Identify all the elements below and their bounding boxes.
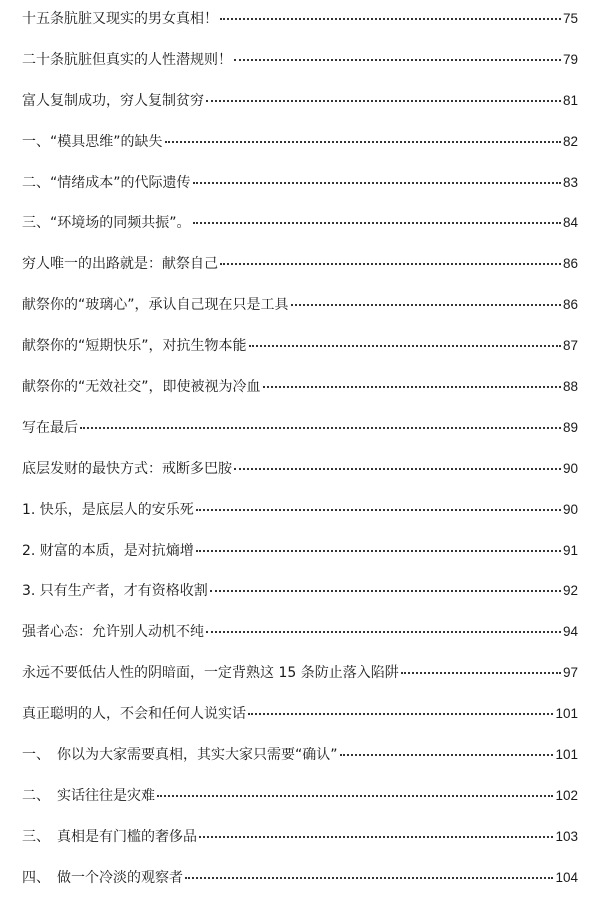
toc-entry-title: 献祭你的“玻璃心”，承认自己现在只是工具 bbox=[22, 297, 289, 314]
toc-entry-title: 底层发财的最快方式：戒断多巴胺 bbox=[22, 460, 232, 477]
dot-leader bbox=[206, 630, 561, 633]
toc-entry-title: 献祭你的“无效社交”，即使被视为冷血 bbox=[22, 379, 261, 396]
dot-leader bbox=[401, 671, 561, 674]
toc-entry-title: 强者心态：允许别人动机不纯 bbox=[22, 624, 204, 641]
dot-leader bbox=[165, 140, 561, 143]
toc-entry[interactable] bbox=[22, 90, 578, 131]
toc-entry-page: 81 bbox=[562, 92, 578, 108]
toc-entry[interactable] bbox=[22, 744, 578, 785]
toc-entry-page: 89 bbox=[562, 419, 578, 435]
toc-entry-page: 94 bbox=[562, 624, 578, 640]
toc-entry[interactable] bbox=[22, 621, 578, 662]
toc-entry[interactable] bbox=[22, 49, 578, 90]
toc-entry-page: 88 bbox=[562, 379, 578, 395]
toc-entry-title: 真正聪明的人，不会和任何人说实话 bbox=[22, 706, 246, 723]
dot-leader bbox=[234, 467, 561, 470]
toc-entry[interactable] bbox=[22, 376, 578, 417]
toc-entry[interactable] bbox=[22, 335, 578, 376]
toc-entry-page: 86 bbox=[562, 256, 578, 272]
toc-entry-title: 献祭你的“短期快乐”，对抗生物本能 bbox=[22, 338, 247, 355]
toc-entry-page: 104 bbox=[555, 869, 578, 885]
dot-leader bbox=[220, 262, 561, 265]
toc-entry-page: 83 bbox=[562, 174, 578, 190]
dot-leader bbox=[291, 303, 561, 306]
toc-entry-page: 79 bbox=[562, 51, 578, 67]
toc-entry-title: 十五条肮脏又现实的男女真相！ bbox=[22, 11, 218, 27]
toc-entry-title: 2. 财富的本质，是对抗熵增 bbox=[22, 542, 194, 559]
toc-entry-title: 四、 做一个冷淡的观察者 bbox=[22, 869, 183, 886]
toc-entry-title: 富人复制成功，穷人复制贫穷 bbox=[22, 92, 204, 109]
dot-leader bbox=[80, 426, 561, 429]
toc-entry[interactable] bbox=[22, 8, 578, 49]
dot-leader bbox=[234, 58, 561, 61]
toc-entry[interactable] bbox=[22, 867, 578, 908]
toc-entry[interactable] bbox=[22, 172, 578, 213]
toc-entry-page: 90 bbox=[562, 460, 578, 476]
dot-leader bbox=[193, 221, 561, 224]
dot-leader bbox=[196, 508, 561, 511]
toc-entry[interactable] bbox=[22, 294, 578, 335]
toc-entry-page: 87 bbox=[562, 338, 578, 354]
toc-entry[interactable] bbox=[22, 417, 578, 458]
toc-entry-title: 一、 你以为大家需要真相，其实大家只需要“确认” bbox=[22, 747, 338, 764]
toc-entry-page: 90 bbox=[562, 501, 578, 517]
toc-entry-page: 102 bbox=[555, 787, 578, 803]
toc-entry-page: 92 bbox=[562, 583, 578, 599]
toc-entry-page: 101 bbox=[555, 747, 578, 763]
dot-leader bbox=[220, 17, 561, 20]
dot-leader bbox=[248, 712, 553, 715]
toc-entry-title: 写在最后 bbox=[22, 419, 78, 436]
toc-entry-title: 三、“环境场的同频共振”。 bbox=[22, 215, 191, 232]
toc-entry-page: 97 bbox=[562, 665, 578, 681]
toc-entry-page: 91 bbox=[562, 542, 578, 558]
toc-entry-title: 穷人唯一的出路就是：献祭自己 bbox=[22, 256, 218, 273]
toc-entry[interactable] bbox=[22, 458, 578, 499]
toc-entry-page: 84 bbox=[562, 215, 578, 231]
toc-entry[interactable] bbox=[22, 703, 578, 744]
toc-entry[interactable] bbox=[22, 499, 578, 540]
toc-entry-title: 二十条肮脏但真实的人性潜规则！ bbox=[22, 51, 232, 68]
dot-leader bbox=[193, 181, 561, 184]
toc-entry[interactable] bbox=[22, 580, 578, 621]
dot-leader bbox=[185, 876, 553, 879]
toc-entry-title: 二、“情绪成本”的代际遗传 bbox=[22, 174, 191, 191]
toc-entry[interactable] bbox=[22, 662, 578, 703]
toc-entry[interactable] bbox=[22, 212, 578, 253]
toc-entry-page: 82 bbox=[562, 133, 578, 149]
toc-entry-title: 1. 快乐，是底层人的安乐死 bbox=[22, 501, 194, 518]
dot-leader bbox=[210, 589, 561, 592]
dot-leader bbox=[249, 344, 561, 347]
toc-entry[interactable] bbox=[22, 253, 578, 294]
dot-leader bbox=[199, 835, 553, 838]
toc-entry-title: 一、“模具思维”的缺失 bbox=[22, 133, 163, 150]
toc-entry-page: 103 bbox=[555, 828, 578, 844]
toc-entry-title: 永远不要低估人性的阴暗面，一定背熟这 15 条防止落入陷阱 bbox=[22, 665, 399, 682]
dot-leader bbox=[196, 549, 561, 552]
dot-leader bbox=[206, 99, 561, 102]
toc-entry[interactable] bbox=[22, 131, 578, 172]
toc-entry-title: 3. 只有生产者，才有资格收割 bbox=[22, 583, 208, 600]
toc-entry-title: 三、 真相是有门槛的奢侈品 bbox=[22, 828, 197, 845]
table-of-contents bbox=[22, 8, 578, 908]
toc-entry-page: 75 bbox=[562, 11, 578, 26]
dot-leader bbox=[263, 385, 561, 388]
toc-entry-title: 二、 实话往往是灾难 bbox=[22, 787, 155, 804]
dot-leader bbox=[340, 753, 554, 756]
toc-entry-page: 86 bbox=[562, 297, 578, 313]
toc-entry[interactable] bbox=[22, 540, 578, 581]
toc-entry[interactable] bbox=[22, 826, 578, 867]
dot-leader bbox=[157, 794, 553, 797]
toc-entry[interactable] bbox=[22, 785, 578, 826]
toc-entry-page: 101 bbox=[555, 706, 578, 722]
